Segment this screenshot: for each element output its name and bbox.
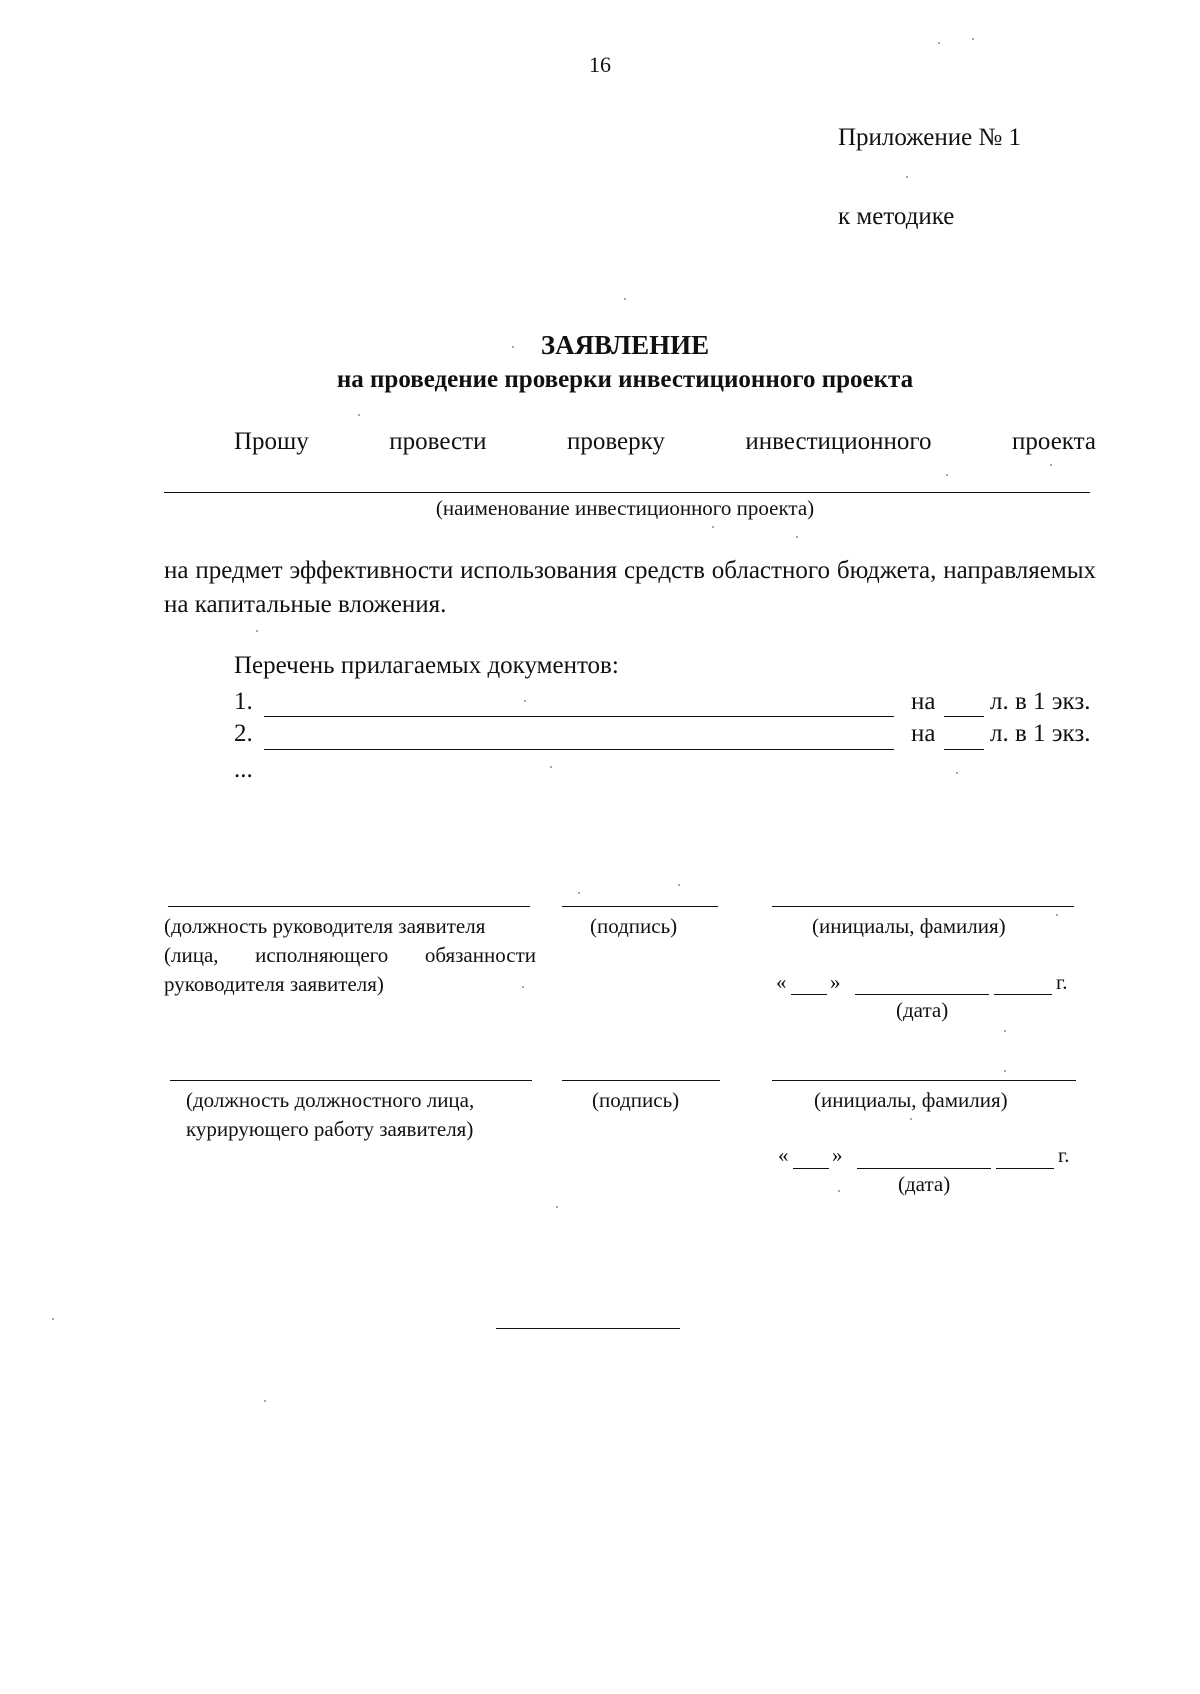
name-field-line[interactable] [772, 1080, 1076, 1081]
scan-speck [52, 1318, 54, 1320]
annex-reference: к методике [838, 203, 955, 230]
request-word: проекта [1012, 428, 1096, 455]
scan-speck [972, 38, 974, 40]
scan-speck [1004, 1070, 1006, 1072]
date-quote-close: » [832, 1143, 843, 1167]
scan-speck [906, 176, 908, 178]
signature-field-line[interactable] [562, 906, 718, 907]
request-line [234, 428, 1096, 456]
document-item-sheets-line[interactable] [944, 716, 984, 717]
scan-speck [524, 700, 526, 702]
documents-ellipsis: ... [234, 756, 253, 783]
signature-field-line[interactable] [562, 1080, 720, 1081]
date-year-line[interactable] [996, 1168, 1054, 1169]
year-suffix: г. [1058, 1143, 1070, 1167]
scan-speck [946, 474, 948, 476]
scan-speck [358, 414, 360, 416]
signature-caption: (подпись) [590, 914, 678, 938]
scan-speck [956, 772, 958, 774]
year-suffix: г. [1056, 970, 1068, 994]
document-subtitle: на проведение проверки инвестиционного проекта [336, 366, 914, 393]
request-word: инвестиционного [745, 428, 932, 455]
scan-speck [1004, 1030, 1006, 1032]
closing-separator-line [496, 1328, 680, 1329]
scan-speck [264, 1400, 266, 1402]
document-item-tail: л. в 1 экз. [990, 688, 1091, 715]
project-name-caption: (наименование инвестиционного проекта) [435, 496, 815, 520]
scan-speck [1056, 914, 1058, 916]
page-number: 16 [589, 52, 611, 77]
scan-speck [678, 884, 680, 886]
date-quote-open: « [778, 1143, 789, 1167]
document-item-field-line[interactable] [264, 749, 894, 750]
document-item-number: 2. [234, 720, 253, 747]
date-quote-open: « [776, 970, 787, 994]
purpose-paragraph: на предмет эффективности использования средств областного бюджета, направляемых на капитальные вложения. [164, 557, 1096, 618]
document-title: ЗАЯВЛЕНИЕ [540, 330, 710, 360]
signature-caption: (подпись) [592, 1088, 680, 1112]
document-item-na: на [911, 688, 936, 715]
scan-speck [556, 1206, 558, 1208]
position-caption-line: (лица, исполняющего обязанности [164, 943, 536, 967]
scan-speck [256, 630, 258, 632]
date-month-line[interactable] [857, 1168, 991, 1169]
name-caption: (инициалы, фамилия) [814, 1088, 1008, 1112]
scan-speck [838, 1190, 840, 1192]
date-day-line[interactable] [793, 1168, 829, 1169]
scan-speck [578, 892, 580, 894]
scan-speck [550, 766, 552, 768]
request-word: провести [389, 428, 487, 455]
scan-speck [522, 986, 524, 988]
date-year-line[interactable] [994, 994, 1052, 995]
position-caption-line: (должность должностного лица, [186, 1088, 475, 1112]
document-item-sheets-line[interactable] [944, 749, 984, 750]
document-item-number: 1. [234, 688, 253, 715]
document-item-field-line[interactable] [264, 716, 894, 717]
scan-speck [512, 346, 514, 348]
scan-speck [624, 298, 626, 300]
position-field-line[interactable] [170, 1080, 532, 1081]
position-caption-line: руководителя заявителя) [164, 972, 384, 996]
scan-speck [910, 1118, 912, 1120]
name-field-line[interactable] [772, 906, 1074, 907]
project-name-field-line[interactable] [164, 492, 1090, 493]
scan-speck [938, 42, 940, 44]
document-item-tail: л. в 1 экз. [990, 720, 1091, 747]
scan-speck [1050, 464, 1052, 466]
date-caption: (дата) [898, 1172, 951, 1196]
date-quote-close: » [830, 970, 841, 994]
name-caption: (инициалы, фамилия) [812, 914, 1006, 938]
date-month-line[interactable] [855, 994, 989, 995]
documents-list-title: Перечень прилагаемых документов: [234, 652, 619, 679]
position-caption-line: курирующего работу заявителя) [186, 1117, 474, 1141]
date-day-line[interactable] [791, 994, 827, 995]
scan-speck [712, 526, 714, 528]
document-item-na: на [911, 720, 936, 747]
date-caption: (дата) [896, 998, 949, 1022]
position-field-line[interactable] [168, 906, 530, 907]
annex-label: Приложение № 1 [838, 124, 1022, 151]
request-word: проверку [566, 428, 665, 455]
request-word: Прошу [234, 428, 309, 455]
position-caption-line: (должность руководителя заявителя [164, 914, 486, 938]
scan-speck [796, 536, 798, 538]
